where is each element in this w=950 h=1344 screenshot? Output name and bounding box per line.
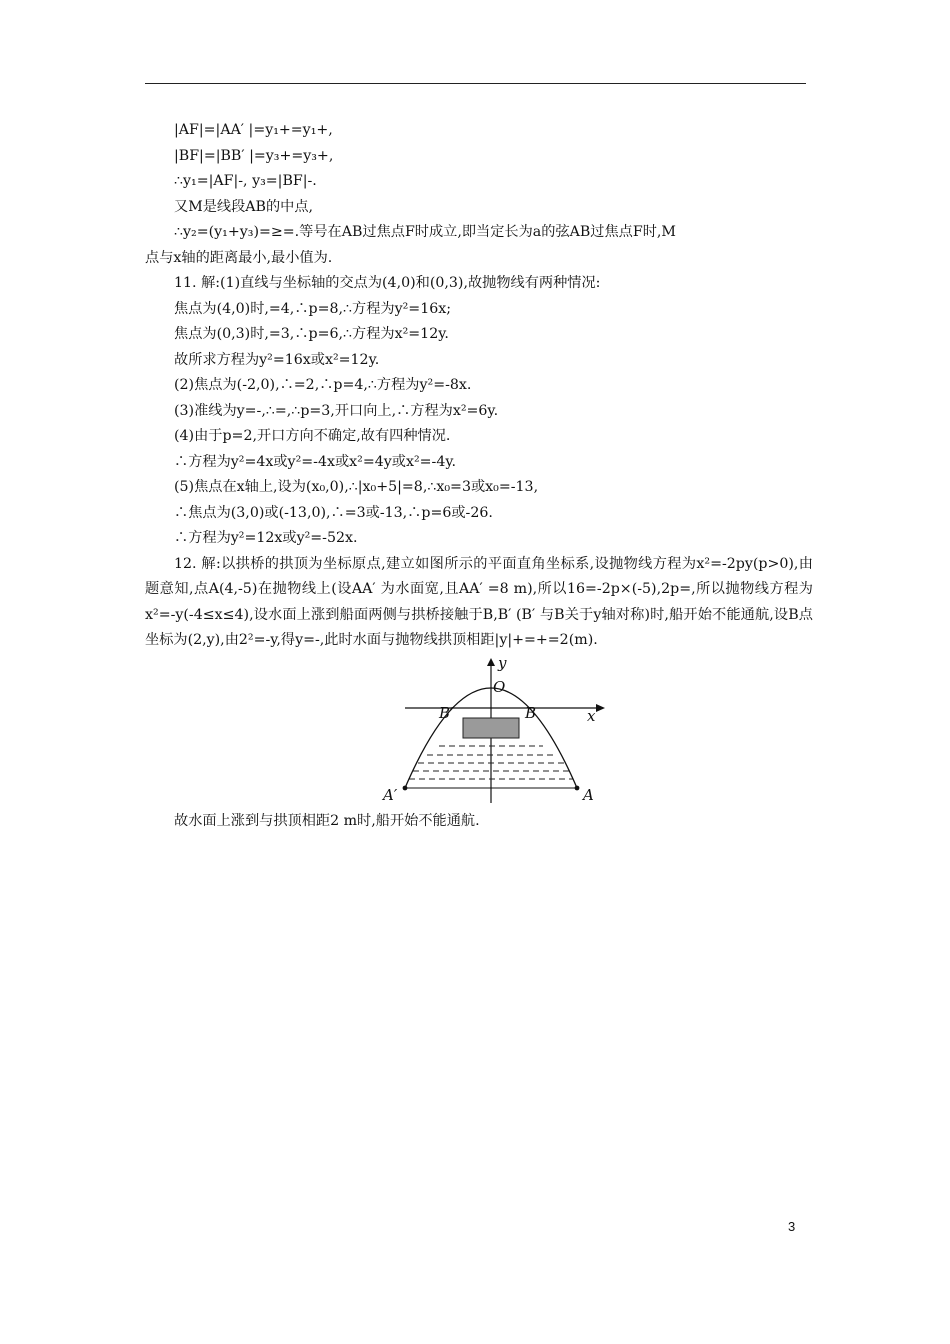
text-line: (2)焦点为(-2,0),∴=2,∴p=4,∴方程为y²=-8x. [174, 377, 472, 393]
solution-text [145, 118, 813, 834]
x-axis-arrow [596, 704, 605, 712]
text-line: (4)由于p=2,开口方向不确定,故有四种情况. [174, 428, 451, 444]
text-line: ∴方程为y²=12x或y²=-52x. [174, 530, 358, 546]
text-line: ∴方程为y²=4x或y²=-4x或x²=4y或x²=-4y. [174, 453, 456, 470]
text-line: 焦点为(0,3)时,=3,∴p=6,∴方程为x²=12y. [174, 326, 449, 342]
text-line: |BF|=|BB′ |=y₃+=y₃+, [174, 147, 334, 164]
label-x: x [587, 706, 596, 725]
label-a: A [583, 785, 594, 804]
text-line: ∴y₁=|AF|-, y₃=|BF|-. [174, 173, 317, 189]
text-line: ∴焦点为(3,0)或(-13,0),∴=3或-13,∴p=6或-26. [174, 504, 493, 521]
text-line: (3)准线为y=-,∴=,∴p=3,开口向上,∴方程为x²=6y. [174, 402, 499, 419]
problem-11-heading: 11. 解:(1)直线与坐标轴的交点为(4,0)和(0,3),故抛物线有两种情况: [174, 275, 601, 291]
label-b: B [525, 703, 537, 722]
label-b-prime: B′ [439, 703, 454, 722]
header-rule [145, 83, 806, 84]
label-o: O [493, 677, 506, 696]
label-a-prime: A′ [383, 785, 398, 804]
arch-bridge-figure [381, 653, 611, 804]
conclusion-line: 故水面上涨到与拱顶相距2 m时,船开始不能通航. [174, 812, 480, 829]
point-a-prime [403, 785, 408, 790]
point-a [575, 785, 580, 790]
label-y: y [498, 653, 507, 672]
text-line: (5)焦点在x轴上,设为(x₀,0),∴|x₀+5|=8,∴x₀=3或x₀=-13, [174, 479, 539, 495]
text-line: 故所求方程为y²=16x或x²=12y. [174, 351, 380, 368]
text-line: 点与x轴的距离最小,最小值为. [145, 249, 333, 266]
page-number: 3 [788, 1219, 796, 1234]
y-axis-arrow [487, 658, 495, 666]
text-line: 焦点为(4,0)时,=4,∴p=8,∴方程为y²=16x; [174, 300, 452, 317]
text-line: |AF|=|AA′ |=y₁+=y₁+, [174, 122, 333, 138]
text-line: 又M是线段AB的中点, [174, 198, 314, 215]
problem-12-paragraph: 12. 解:以拱桥的拱顶为坐标原点,建立如图所示的平面直角坐标系,设抛物线方程为x²=-2py(p>0),由题意知,点A(4,-5)在抛物线上(设AA′ 为水面宽,且AA′ =8 m),所以16=-2p×(-5),2p=,所以抛物线方程为x²=-y(-4≤x≤4),设水面上涨到船面两侧与拱桥接触于B,B′ (B′ 与B关于y轴对称)时,船开始不能通航,设B点坐标为(2,y),由2²=-y,得y=-,此时水面与抛物线拱顶相距|y|+=+=2(m). [145, 555, 813, 648]
boat-rect [463, 718, 519, 738]
text-line: ∴y₂=(y₁+y₃)=≥=.等号在AB过焦点F时成立,即当定长为a的弦AB过焦点F时,M [174, 224, 676, 240]
